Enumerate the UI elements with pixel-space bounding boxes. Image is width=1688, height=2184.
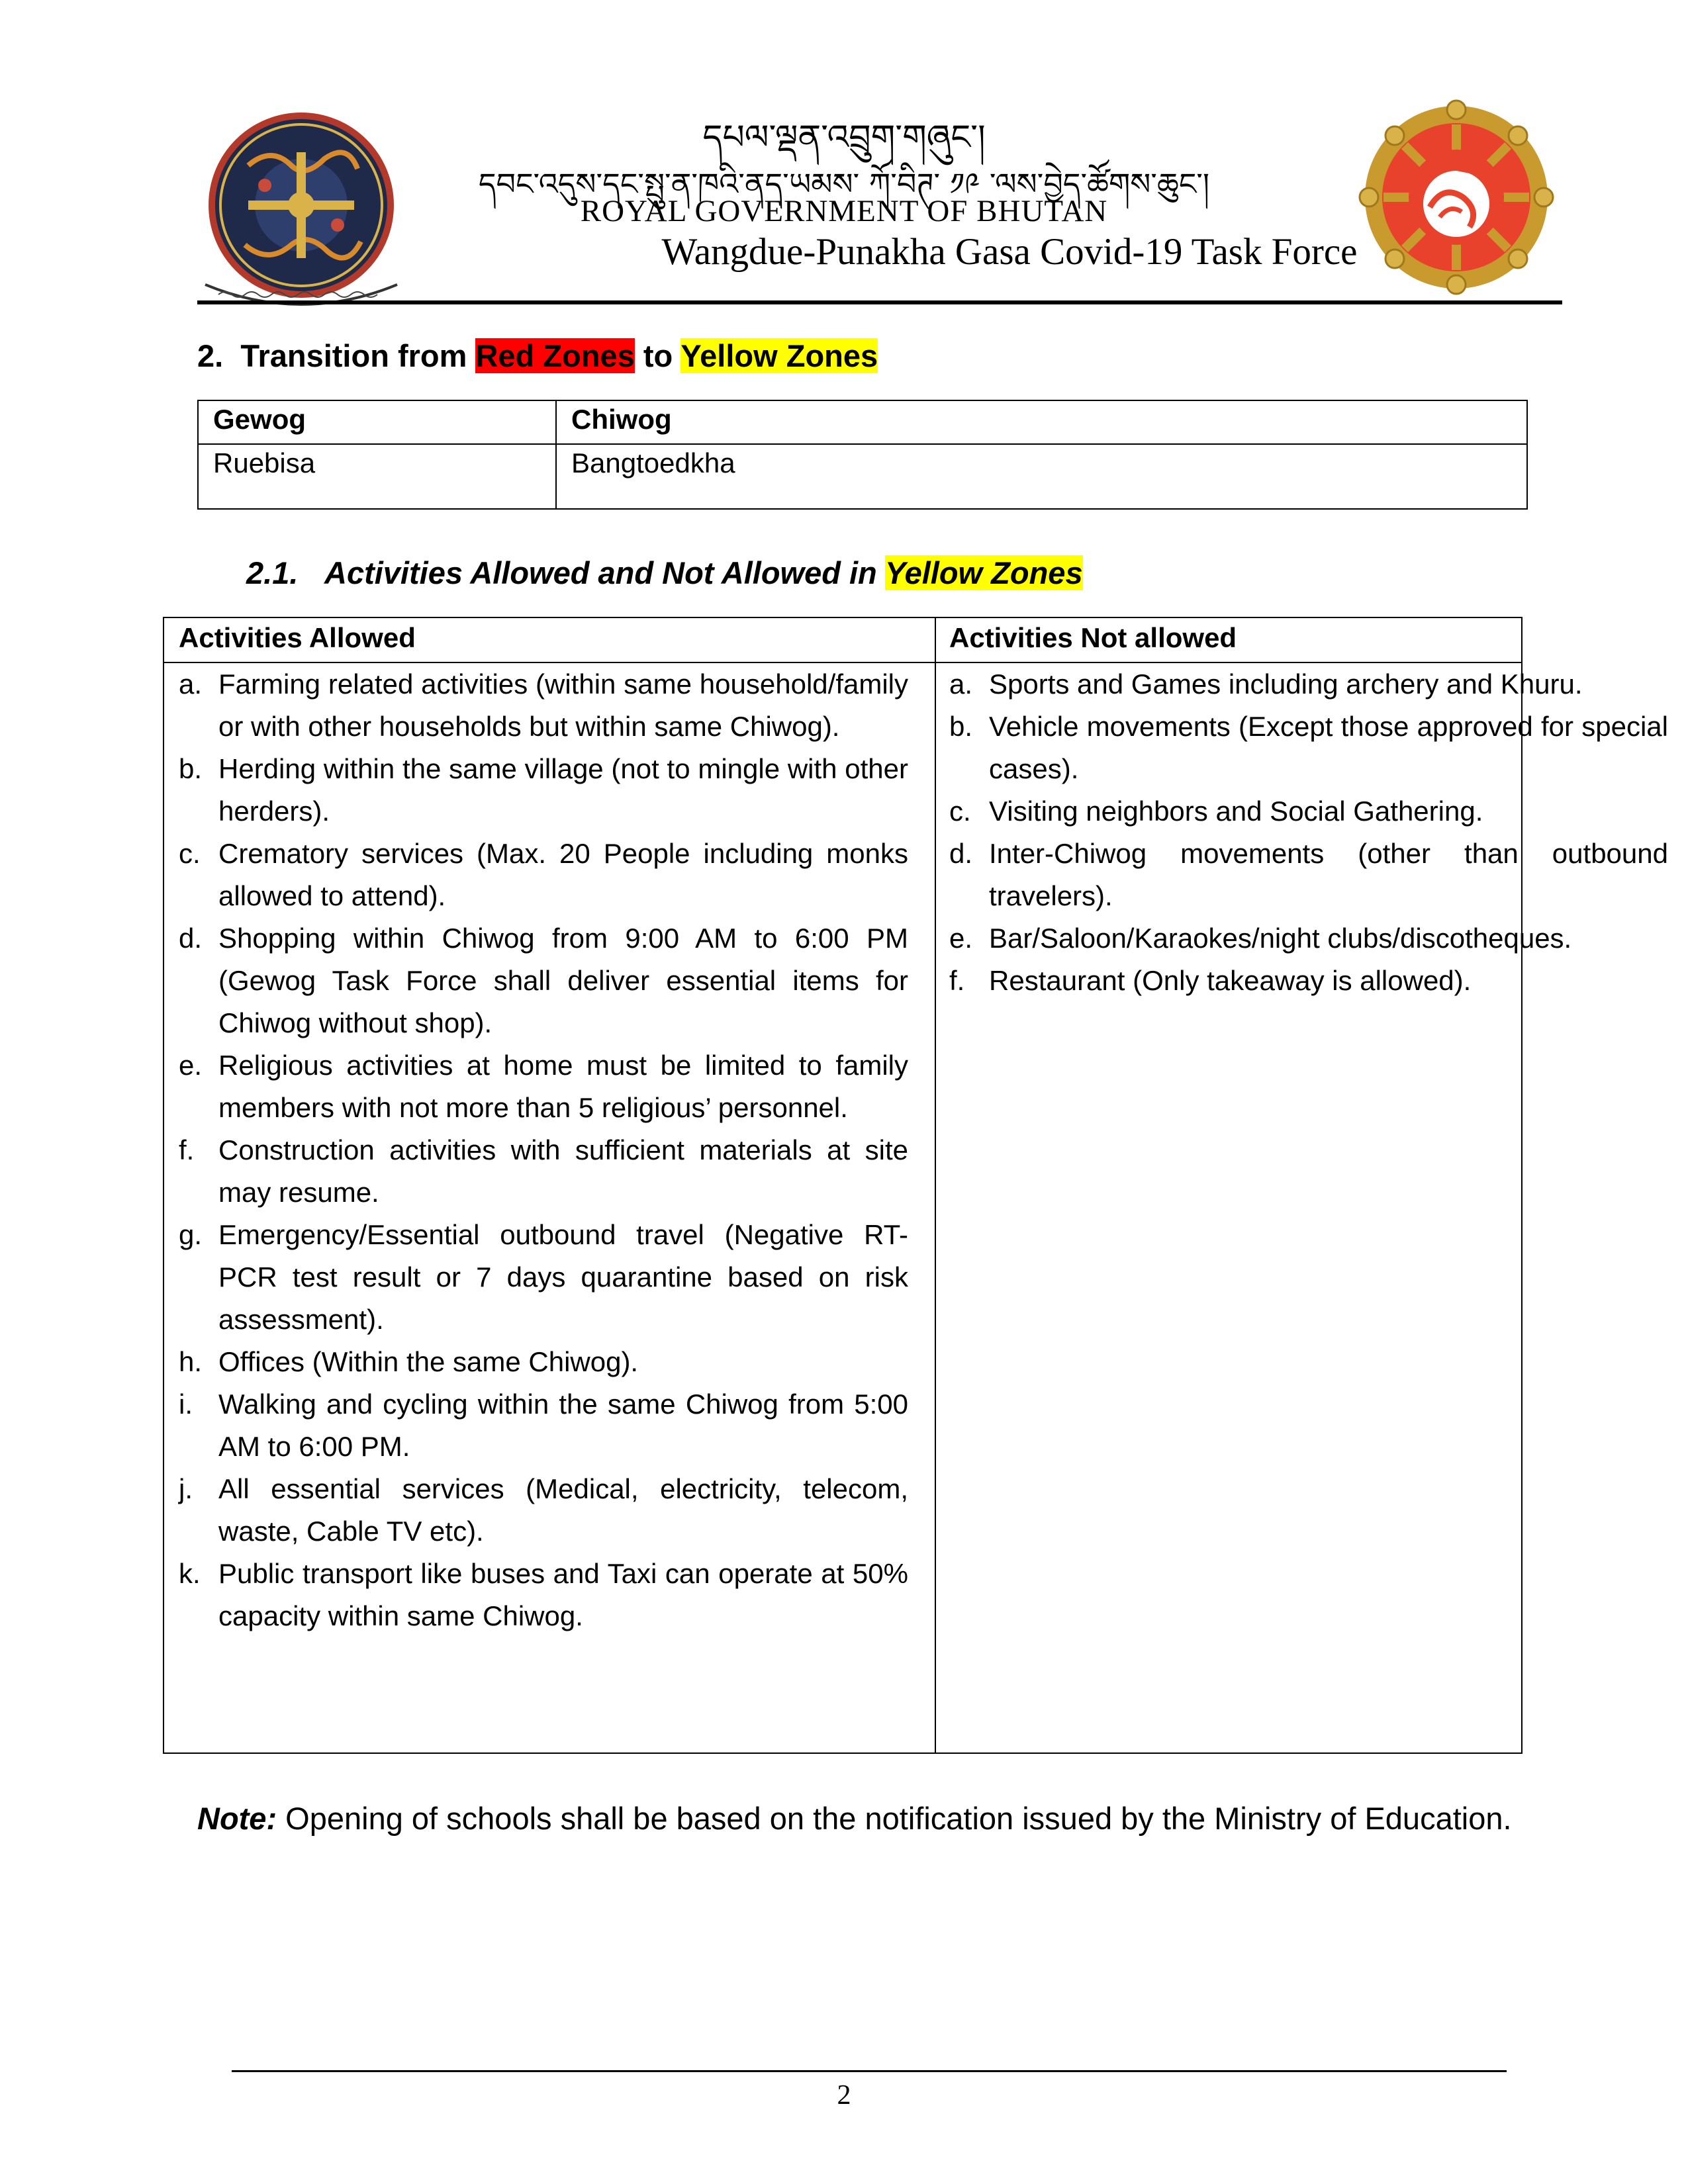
- list-item-text: Crematory services (Max. 20 People including monks allowed to attend).: [218, 838, 908, 911]
- allowed-list: [179, 663, 908, 1637]
- list-marker: c.: [179, 838, 201, 869]
- list-marker: a.: [949, 668, 973, 700]
- table-row: [198, 444, 1527, 509]
- list-item-text: Walking and cycling within the same Chiwog from 5:00 AM to 6:00 PM.: [218, 1388, 908, 1462]
- section-prefix: Transition from: [240, 338, 467, 373]
- list-item: [179, 1044, 908, 1129]
- list-marker: d.: [179, 923, 203, 954]
- list-item-text: Shopping within Chiwog from 9:00 AM to 6:00 PM (Gewog Task Force shall deliver essential items for Chiwog without shop).: [218, 923, 908, 1038]
- note-text: Opening of schools shall be based on the notification issued by the Ministry of Education.: [285, 1801, 1512, 1836]
- list-marker: b.: [949, 711, 973, 742]
- list-item-text: Restaurant (Only takeaway is allowed).: [989, 965, 1472, 996]
- subsection-heading: [246, 555, 1083, 591]
- list-item-text: Construction activities with sufficient materials at site may resume.: [218, 1134, 908, 1208]
- list-marker: f.: [949, 965, 965, 996]
- list-marker: j.: [179, 1473, 193, 1504]
- list-item: [949, 790, 1668, 833]
- dharma-wheel-emblem-icon: [1357, 98, 1556, 296]
- not-allowed-list: [949, 663, 1668, 1002]
- list-item-text: Offices (Within the same Chiwog).: [218, 1346, 639, 1377]
- list-marker: c.: [949, 796, 971, 827]
- list-marker: e.: [949, 923, 973, 954]
- list-item: [179, 1214, 908, 1341]
- dzongkha-government-title: དཔལ་ལྡན་འབྲུག་གཞུང་།: [702, 118, 986, 158]
- list-item: [179, 917, 908, 1044]
- column-divider: [935, 618, 936, 1752]
- note: [197, 1800, 1512, 1837]
- list-item-text: Emergency/Essential outbound travel (Negative RT-PCR test result or 7 days quarantine based on risk assessment).: [218, 1219, 908, 1335]
- activities-not-allowed-header: Activities Not allowed: [949, 622, 1237, 653]
- list-item-text: Vehicle movements (Except those approved for special cases).: [989, 711, 1668, 784]
- list-item-text: Bar/Saloon/Karaokes/night clubs/discotheques.: [989, 923, 1572, 954]
- government-name: ROYAL GOVERNMENT OF BHUTAN: [580, 194, 1108, 228]
- gewog-chiwog-table: [197, 400, 1528, 510]
- list-marker: f.: [179, 1134, 195, 1165]
- list-item-text: Public transport like buses and Taxi can operate at 50% capacity within same Chiwog.: [218, 1558, 908, 1631]
- list-item-text: Sports and Games including archery and Khuru.: [989, 668, 1583, 700]
- list-item-text: Herding within the same village (not to mingle with other herders).: [218, 753, 908, 827]
- gewog-header: Gewog: [198, 400, 556, 444]
- list-item: [949, 960, 1668, 1002]
- dzongkha-task-force-title: དབང་འདུས་དང་སྤུ་ན་ཁའི་ནད་ཡམས་ ཀོ་བིཊ་ ༡༩ ་ལས་བྱེད་ཚོགས་ཆུང་།: [478, 166, 1210, 202]
- list-item-text: Inter-Chiwog movements (other than outbound travelers).: [989, 838, 1668, 911]
- list-marker: e.: [179, 1050, 203, 1081]
- list-marker: a.: [179, 668, 203, 700]
- chiwog-cell: Bangtoedkha: [556, 444, 1527, 509]
- yellow-zones-highlight: Yellow Zones: [680, 338, 878, 373]
- table-header-row: [198, 400, 1527, 444]
- list-item-text: All essential services (Medical, electricity, telecom, waste, Cable TV etc).: [218, 1473, 908, 1547]
- activities-table: [163, 617, 1668, 1754]
- list-item-text: Farming related activities (within same household/family or with other households but within same Chiwog).: [218, 668, 908, 742]
- list-item: [179, 1129, 908, 1214]
- list-item: [179, 663, 908, 748]
- list-item: [949, 663, 1668, 705]
- list-marker: d.: [949, 838, 973, 869]
- list-item: [179, 833, 908, 917]
- list-item-text: Religious activities at home must be limited to family members with not more than 5 religious’ personnel.: [218, 1050, 908, 1123]
- chiwog-header: Chiwog: [556, 400, 1527, 444]
- header-rule: [197, 300, 1562, 304]
- gewog-cell: Ruebisa: [198, 444, 556, 509]
- list-item: [179, 748, 908, 833]
- subsection-number: 2.1.: [246, 555, 299, 590]
- list-item: [179, 1383, 908, 1468]
- list-marker: i.: [179, 1388, 193, 1420]
- list-marker: h.: [179, 1346, 203, 1377]
- list-item: [949, 917, 1668, 960]
- subsection-title: Activities Allowed and Not Allowed in: [324, 555, 877, 590]
- activities-allowed-header: Activities Allowed: [179, 622, 416, 653]
- yellow-zones-highlight: Yellow Zones: [884, 555, 1083, 590]
- list-item-text: Visiting neighbors and Social Gathering.: [989, 796, 1483, 827]
- list-item: [179, 1553, 908, 1637]
- list-marker: k.: [179, 1558, 201, 1589]
- note-label: Note:: [197, 1801, 277, 1836]
- list-marker: g.: [179, 1219, 203, 1250]
- section-connector: to: [643, 338, 673, 373]
- list-item: [179, 1341, 908, 1383]
- footer-rule: [232, 2070, 1507, 2072]
- task-force-name: Wangdue-Punakha Gasa Covid-19 Task Force: [661, 231, 1358, 273]
- list-item: [949, 705, 1668, 790]
- section-heading: [197, 338, 878, 374]
- page-number: 2: [837, 2080, 851, 2111]
- list-marker: b.: [179, 753, 203, 784]
- red-zones-highlight: Red Zones: [475, 338, 635, 373]
- section-number: 2.: [197, 338, 224, 373]
- list-item: [179, 1468, 908, 1553]
- list-item: [949, 833, 1668, 917]
